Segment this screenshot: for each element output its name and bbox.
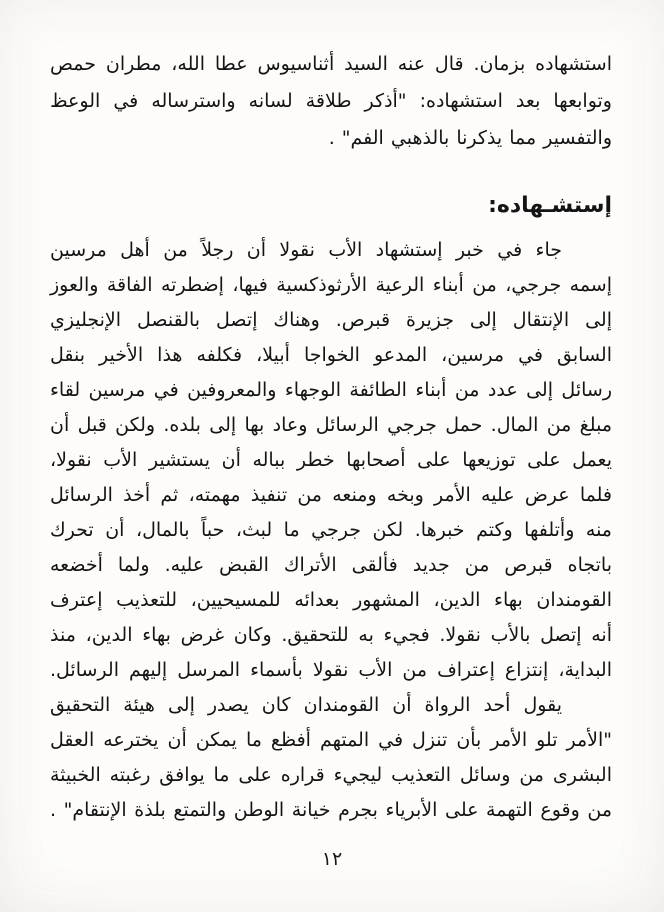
text-line: مبلغ من المال. حمل جرجي الرسائل وعاد بها إلى بلده. ولكن قبل أن xyxy=(50,414,612,436)
text-block xyxy=(50,46,612,828)
paragraph-narrator xyxy=(50,688,612,828)
text-line: إلى الإنتقال إلى جزيرة قبرص. وهناك إتصل بالقنصل الإنجليزي xyxy=(50,309,612,331)
text-line: جاء في خبر إستشهاد الأب نقولا أن رجلاً من أهل مرسين xyxy=(50,239,562,261)
text-line: يعمل على توزيعها على أصحابها خطر بباله أن يستشير الأب نقولا، xyxy=(50,449,612,471)
text-line: رسائل إلى عدد من أبناء الطائفة الوجهاء والمعروفين في مرسين لقاء xyxy=(50,379,612,401)
text-line: البداية، إنتزاع إعتراف من الأب نقولا بأسماء المرسل إليهم الرسائل. xyxy=(50,659,612,681)
page-number: ١٢ xyxy=(321,848,343,870)
text-line: استشهاده بزمان. قال عنه السيد أثناسيوس عطا الله، مطران حمص xyxy=(50,53,612,75)
text-line: أنه إتصل بالأب نقولا. فجيء به للتحقيق. وكان غرض بهاء الدين، منذ xyxy=(50,624,612,646)
paragraph-martyrdom xyxy=(50,233,612,688)
text-line: وتوابعها بعد استشهاده: "أذكر طلاقة لسانه واسترساله في الوعظ xyxy=(50,90,612,112)
section-heading: إستشـهاده: xyxy=(488,193,612,218)
text-line: إسمه جرجي، من أبناء الرعية الأرثوذكسية فيها، إضطرته الفاقة والعوز xyxy=(50,274,612,296)
text-line: "الأمر تلو الأمر بأن تنزل في المتهم أفظع ما يمكن أن يخترعه العقل xyxy=(50,729,612,751)
text-line: القومندان بهاء الدين، المشهور بعدائه للمسيحيين، للتعذيب إعترف xyxy=(50,589,612,611)
text-line: يقول أحد الرواة أن القومندان كان يصدر إلى هيئة التحقيق xyxy=(50,694,562,716)
text-line: البشرى من وسائل التعذيب ليجيء قراره على ما يوافق رغبته الخبيثة xyxy=(50,764,612,786)
text-line: فلما عرض عليه الأمر وبخه ومنعه من تنفيذ مهمته، ثم أخذ الرسائل xyxy=(50,484,612,506)
text-line: من وقوع التهمة على الأبرياء بجرم خيانة الوطن والتمتع بلذة الإنتقام" . xyxy=(50,799,612,821)
text-line: باتجاه قبرص من جديد فألقى الأتراك القبض عليه. ولما أخضعه xyxy=(50,554,612,576)
text-line: السابق في مرسين، المدعو الخواجا أبيلا، فكلفه هذا الأخير بنقل xyxy=(50,344,612,366)
paragraph-intro xyxy=(50,46,612,157)
text-line: منه وأتلفها وكتم خبرها. لكن جرجي ما لبث، حباً بالمال، أن تحرك xyxy=(50,519,612,541)
text-line: والتفسير مما يذكرنا بالذهبي الفم" . xyxy=(328,127,612,149)
